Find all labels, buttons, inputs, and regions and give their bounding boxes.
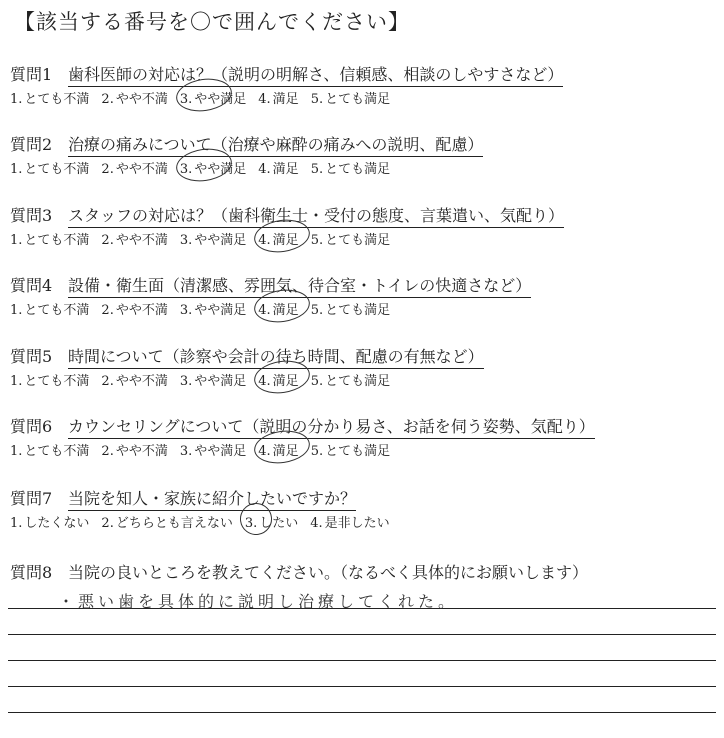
option-label: とても満足	[325, 162, 391, 177]
option-number: 1.	[10, 374, 23, 389]
question-text: 設備・衛生面（清潔感、雰囲気、待合室・トイレの快適さなど）	[68, 273, 531, 298]
option-number: 3.	[179, 162, 193, 177]
answer-lines	[8, 583, 716, 738]
answer-option-1[interactable]	[10, 370, 89, 389]
option-number: 2.	[101, 516, 114, 531]
question-3	[10, 203, 716, 249]
question-text: 歯科医師の対応は？（説明の明解さ、信頼感、相談のしやすさなど）	[68, 62, 563, 87]
question-4	[10, 273, 716, 319]
question-text: 当院を知人・家族に紹介したいですか？	[68, 486, 356, 511]
option-label: とても満足	[325, 233, 391, 248]
option-label: 満足	[272, 233, 299, 248]
option-number: 1.	[10, 444, 23, 459]
answer-option-1[interactable]	[10, 299, 89, 318]
option-number: 2.	[101, 374, 114, 389]
option-number: 3.	[179, 303, 193, 318]
answer-option-3[interactable]	[180, 299, 246, 318]
option-label: どちらとも言えない	[115, 516, 233, 531]
option-label: 是非したい	[324, 516, 390, 531]
answer-option-2[interactable]	[101, 440, 167, 459]
option-number: 2.	[101, 233, 114, 248]
option-number: 5.	[310, 233, 324, 248]
question-text: 治療の痛みについて（治療や麻酔の痛みへの説明、配慮）	[68, 132, 483, 157]
option-number: 1.	[10, 303, 23, 318]
answer-options	[10, 229, 716, 249]
answer-option-4[interactable]	[258, 370, 298, 389]
option-number: 1.	[10, 233, 23, 248]
question-number: 質問8	[10, 563, 53, 582]
question-7	[10, 486, 716, 532]
answer-option-1[interactable]	[10, 512, 89, 531]
answer-option-5[interactable]	[311, 229, 390, 248]
option-label: したい	[259, 516, 299, 531]
answer-option-1[interactable]	[10, 158, 89, 177]
option-label: とても満足	[325, 92, 391, 107]
answer-line[interactable]	[8, 661, 716, 687]
handwritten-answer: ・悪い歯を具体的に説明し治療してくれた。	[58, 592, 459, 611]
option-label: とても不満	[24, 374, 90, 389]
answer-option-2[interactable]	[101, 299, 167, 318]
option-label: とても不満	[24, 162, 90, 177]
option-number: 2.	[101, 444, 114, 459]
option-label: やや不満	[115, 303, 168, 318]
option-number: 5.	[310, 374, 324, 389]
option-label: やや満足	[194, 92, 247, 107]
option-label: やや不満	[115, 374, 168, 389]
answer-option-2[interactable]	[101, 158, 167, 177]
question-5-header	[10, 344, 716, 368]
answer-option-4[interactable]	[258, 229, 298, 248]
option-label: やや満足	[194, 233, 247, 248]
option-label: やや不満	[115, 92, 168, 107]
question-number: 質問3	[10, 206, 53, 225]
option-number: 5.	[310, 444, 324, 459]
answer-option-2[interactable]	[101, 88, 167, 107]
option-number: 3.	[179, 444, 193, 459]
option-label: とても不満	[24, 92, 90, 107]
option-number: 3.	[179, 233, 193, 248]
answer-option-4[interactable]	[258, 440, 298, 459]
option-label: とても不満	[24, 303, 90, 318]
question-1-header	[10, 62, 716, 86]
option-label: 満足	[272, 162, 299, 177]
instruction-title: 【該当する番号を〇で囲んでください】	[14, 10, 410, 34]
option-number: 1.	[10, 516, 23, 531]
answer-option-3[interactable]	[180, 440, 246, 459]
option-number: 4.	[310, 516, 323, 531]
option-label: 満足	[272, 374, 299, 389]
question-text: 当院の良いところを教えてください。（なるべく具体的にお願いします）	[68, 563, 589, 582]
option-label: やや不満	[115, 444, 168, 459]
answer-options	[10, 512, 716, 532]
option-label: とても不満	[24, 233, 90, 248]
option-number: 4.	[258, 162, 271, 177]
option-label: したくない	[24, 516, 90, 531]
answer-line[interactable]	[8, 583, 716, 609]
option-label: やや不満	[115, 233, 168, 248]
answer-option-1[interactable]	[10, 88, 89, 107]
question-2	[10, 132, 716, 178]
question-8-header	[10, 560, 716, 584]
question-text: カウンセリングについて（説明の分かり易さ、お話を伺う姿勢、気配り）	[68, 414, 595, 439]
option-number: 3.	[244, 516, 258, 531]
answer-option-4[interactable]	[310, 512, 389, 531]
option-number: 4.	[258, 444, 271, 459]
question-number: 質問6	[10, 417, 53, 436]
answer-option-4[interactable]	[258, 88, 298, 107]
answer-option-3[interactable]	[180, 158, 246, 177]
answer-option-4[interactable]	[258, 299, 298, 318]
option-label: 満足	[272, 92, 299, 107]
question-text: 時間について（診察や会計の待ち時間、配慮の有無など）	[68, 344, 484, 369]
question-7-header	[10, 486, 716, 510]
answer-options	[10, 299, 716, 319]
answer-line[interactable]	[8, 635, 716, 661]
answer-options	[10, 370, 716, 390]
option-number: 1.	[10, 162, 23, 177]
question-6	[10, 414, 716, 460]
answer-line[interactable]	[8, 609, 716, 635]
answer-options	[10, 440, 716, 460]
option-number: 2.	[101, 303, 114, 318]
option-label: 満足	[272, 303, 299, 318]
answer-option-2[interactable]	[101, 370, 167, 389]
option-number: 5.	[310, 303, 324, 318]
option-label: とても満足	[325, 303, 391, 318]
option-label: やや不満	[115, 162, 168, 177]
question-number: 質問1	[10, 65, 53, 84]
option-number: 4.	[258, 374, 271, 389]
question-6-header	[10, 414, 716, 438]
answer-option-3[interactable]	[180, 370, 246, 389]
option-label: やや満足	[194, 303, 247, 318]
option-label: とても満足	[325, 374, 391, 389]
option-label: とても不満	[24, 444, 90, 459]
question-1	[10, 62, 716, 108]
answer-option-3[interactable]	[180, 88, 246, 107]
answer-options	[10, 158, 716, 178]
option-number: 3.	[179, 92, 193, 107]
answer-option-5[interactable]	[311, 370, 390, 389]
answer-option-1[interactable]	[10, 229, 89, 248]
question-8	[10, 560, 716, 584]
question-3-header	[10, 203, 716, 227]
option-number: 4.	[258, 92, 271, 107]
option-label: 満足	[272, 444, 299, 459]
question-number: 質問4	[10, 276, 53, 295]
question-number: 質問2	[10, 135, 53, 154]
question-2-header	[10, 132, 716, 156]
answer-option-5[interactable]	[311, 440, 390, 459]
option-label: やや満足	[194, 374, 247, 389]
answer-option-2[interactable]	[101, 512, 232, 531]
answer-option-2[interactable]	[101, 229, 167, 248]
option-label: とても満足	[325, 444, 391, 459]
option-number: 2.	[101, 92, 114, 107]
answer-option-3[interactable]	[180, 229, 246, 248]
answer-option-1[interactable]	[10, 440, 89, 459]
question-5	[10, 344, 716, 390]
question-number: 質問7	[10, 489, 53, 508]
answer-option-5[interactable]	[311, 88, 390, 107]
option-number: 5.	[310, 162, 324, 177]
answer-line[interactable]	[8, 713, 716, 738]
answer-line[interactable]	[8, 687, 716, 713]
answer-option-4[interactable]	[258, 158, 298, 177]
answer-option-5[interactable]	[311, 299, 390, 318]
option-number: 1.	[10, 92, 23, 107]
answer-option-5[interactable]	[311, 158, 390, 177]
option-label: やや満足	[194, 162, 247, 177]
question-number: 質問5	[10, 347, 53, 366]
option-number: 4.	[258, 303, 271, 318]
question-text: スタッフの対応は？（歯科衛生士・受付の態度、言葉遣い、気配り）	[68, 203, 564, 228]
option-label: やや満足	[194, 444, 247, 459]
option-number: 2.	[101, 162, 114, 177]
answer-options	[10, 88, 716, 108]
option-number: 4.	[258, 233, 271, 248]
answer-option-3[interactable]	[245, 512, 298, 531]
option-number: 3.	[179, 374, 193, 389]
option-number: 5.	[310, 92, 324, 107]
question-4-header	[10, 273, 716, 297]
